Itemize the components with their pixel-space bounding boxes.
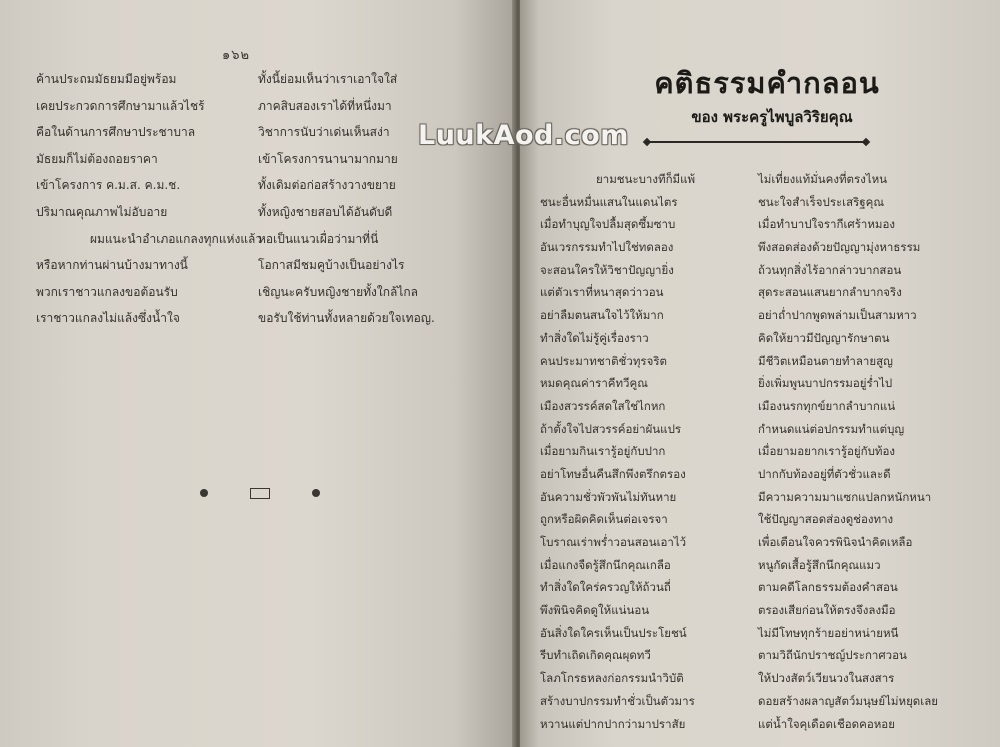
ornament-rectangle [250,488,270,499]
verse-line: ปากกับท้องอยู่ที่ตัวชั่วและดี [758,466,891,481]
verse-line: สร้างบาปกรรมทำชั่วเป็นตัวมาร [540,693,695,708]
verse-line: หนูกัดเสื้อรู้สึกนึกคุณแมว [758,557,881,572]
verse-line: ยิ่งเพิ่มพูนบาปกรรมอยู่ร่ำไป [758,376,893,391]
verse-line: ตรองเสียก่อนให้ตรงจึงลงมือ [758,603,896,618]
verse-line: ถ้วนทุกสิ่งไร้อากล่าวบากสอน [758,262,902,277]
poem-author: ของ พระครูไพบูลวิริยคุณ [691,108,853,126]
text-line: ทั้งเดิมต่อก่อสร้างวางขยาย [258,178,396,193]
verse-line: ตามคดีโลกธรรมต้องคำสอน [758,580,898,595]
verse-line: ทำสิ่งใดไม่รู้คู่เรื่องราว [540,330,649,345]
ornament-dot [200,489,208,497]
rule-end-ornament [862,138,870,146]
verse-line: สุดระสอนแสนยากลำบากจริง [758,285,902,300]
verse-line: มีชีวิตเหมือนตายทำลายสูญ [758,353,893,368]
text-line: โอกาสมีชมคูบ้างเป็นอย่างไร [258,258,405,273]
poem-title: คติธรรมคำกลอน [654,66,880,100]
text-line: หรือหากท่านผ่านบ้างมาทางนี้ [36,258,188,273]
verse-line: เพื่อเตือนใจควรพินิจนำคิดเหลือ [758,535,913,549]
left-column-1 [36,66,263,332]
verse-line: ไม่เที่ยงแท้มั่นคงที่ตรงไหน [758,172,888,186]
text-line: เข้าโครงการนานามากมาย [258,151,398,166]
verse-line: พึงสอดส่องด้วยปัญญามุ่งหาธรรม [758,240,921,255]
verse-line: หวานแต่ปากปากว่ามาปราสัย [540,716,686,731]
verse-line: หมดคุณค่าราคีทวีคูณ [540,376,648,391]
verse-line: ตามวิถีนักปราชญ์ประกาศวอน [758,648,907,663]
text-line: เข้าโครงการ ค.ม.ส. ค.ม.ช. [36,178,181,193]
text-line: มัธยมก็ไม่ต้องถอยราคา [36,151,158,166]
text-line: ค้านประถมมัธยมมีอยู่พร้อม [36,72,177,86]
verse-line: จะสอนใครให้วิชาปัญญายิ่ง [540,262,674,277]
text-line: คือในด้านการศึกษาประชาบาล [36,125,196,140]
left-column-2 [258,66,478,332]
text-line: เคยประกวดการศึกษามาแล้วไชร้ [36,98,205,113]
text-line: ปริมาณคุณภาพไม่อับอาย [36,204,168,219]
verse-line: ชนะอื่นหมื่นแสนในแดนไตร [540,194,678,209]
verse-line: โลภโกรธหลงก่อกรรมนำวิบัติ [540,671,684,686]
verse-line: เมื่อทำบุญใจปลื้มสุดซึ้มซาบ [540,217,676,232]
verse-line: คนประมาทชาติชั่วทุรจริต [540,353,667,368]
verse-line: แต่ตัวเราที่หนาสุดว่าวอน [540,285,664,300]
rule-end-ornament [643,138,651,146]
verse-line: เมื่อยามกินเรารู้อยู่กับปาก [540,444,666,459]
verse-line: รีบทำเถิดเกิดคุณผุดทวี [540,648,651,663]
verse-column-1 [540,168,750,735]
verse-line: เมื่อทำบาปใจรากีเศร้าหมอง [758,217,896,232]
verse-line: แต่น้ำใจคุเดือดเชือดคอหอย [758,716,895,731]
verse-line: มีความความมาแซกแปลกหนักหนา [758,489,932,504]
verse-line: ถ้าตั้งใจไปสวรรค์อย่าผันแปร [540,421,682,436]
verse-line: อันเวรกรรมทำไปใช่ทดลอง [540,240,674,255]
title-rule [646,141,866,143]
verse-line: เมืองสวรรค์สดใสใช่ไกหก [540,398,666,413]
verse-line: ชนะใจสำเร็จประเสริฐคุณ [758,194,885,209]
watermark-logo: LuukAod.com [418,120,629,151]
text-line: หอเป็นแนวเผื่อว่ามาที่นี่ [258,231,379,246]
verse-line: เมื่อยามอยากเรารู้อยู่กับท้อง [758,444,896,459]
ornament-dot [312,489,320,497]
text-line: ขอรับใช้ท่านทั้งหลายด้วยใจเทอญ. [258,311,435,326]
verse-line: ให้ปวงสัตว์เวียนวงในสงสาร [758,671,895,686]
text-line: ผมแนะนำอำเภอแกลงทุกแห่งแล้ว [90,231,263,246]
text-line: วิชาการนับว่าเด่นเห็นสง่า [258,125,390,140]
text-line: ภาคสิบสองเราได้ที่หนึ่งมา [258,98,392,113]
verse-line: ใช้ปัญญาสอดส่องดูช่องทาง [758,512,894,527]
verse-line: ยามชนะบางทีก็มีแพ้ [596,172,696,186]
text-line: เชิญนะครับหญิงชายทั้งใกล้ไกล [258,284,419,299]
text-line: ทั้งนี้ย่อมเห็นว่าเราเอาใจใส่ [258,72,398,86]
verse-line: เมื่อแกงจืดรู้สึกนึกคุณเกลือ [540,557,671,572]
verse-line: เมืองนรกทุกข์ยากลำบากแน่ [758,398,896,413]
text-line: เราชาวแกลงไม่แล้งซึ่งน้ำใจ [36,311,180,326]
text-line: พวกเราชาวแกลงขอต้อนรับ [36,284,178,299]
verse-line: ทำสิ่งใดใคร่ครวญให้ถ้วนถี่ [540,580,671,595]
verse-line: ไม่มีโทษทุกร้ายอย่าหน่ายหนี [758,625,899,640]
verse-line: ถูกหรือผิดคิดเห็นต่อเจรจา [540,512,668,527]
verse-line: อย่าลืมตนสนใจไว้ให้มาก [540,308,664,323]
verse-line: อันสิ่งใดใครเห็นเป็นประโยชน์ [540,625,687,640]
verse-line: พึงพินิจคิดดูให้แน่นอน [540,603,650,618]
verse-line: อันความชั่วพัวพันไม่ทันหาย [540,489,677,504]
verse-line: อย่าโทษอื่นคืนสึกพึงตรึกตรอง [540,466,686,481]
verse-column-2 [758,168,988,735]
verse-line: โบราณเร่าพร่ำวอนสอนเอาไว้ [540,535,687,549]
page-number: ๑๖๒ [222,48,251,63]
verse-line: ดอยสร้างผลาญสัตว์มนุษย์ไม่หยุดเลย [758,693,938,708]
verse-line: กำหนดแน่ต่อปกรรมทำแต่บุญ [758,421,905,436]
verse-line: อย่าถ่ำปากพูดพล่ามเป็นสามหาว [758,308,917,323]
text-line: ทั้งหญิงชายสอบได้อันดับดี [258,204,393,219]
verse-line: คิดให้ยาวมีปัญญารักษาตน [758,330,890,345]
right-page [520,0,1000,747]
